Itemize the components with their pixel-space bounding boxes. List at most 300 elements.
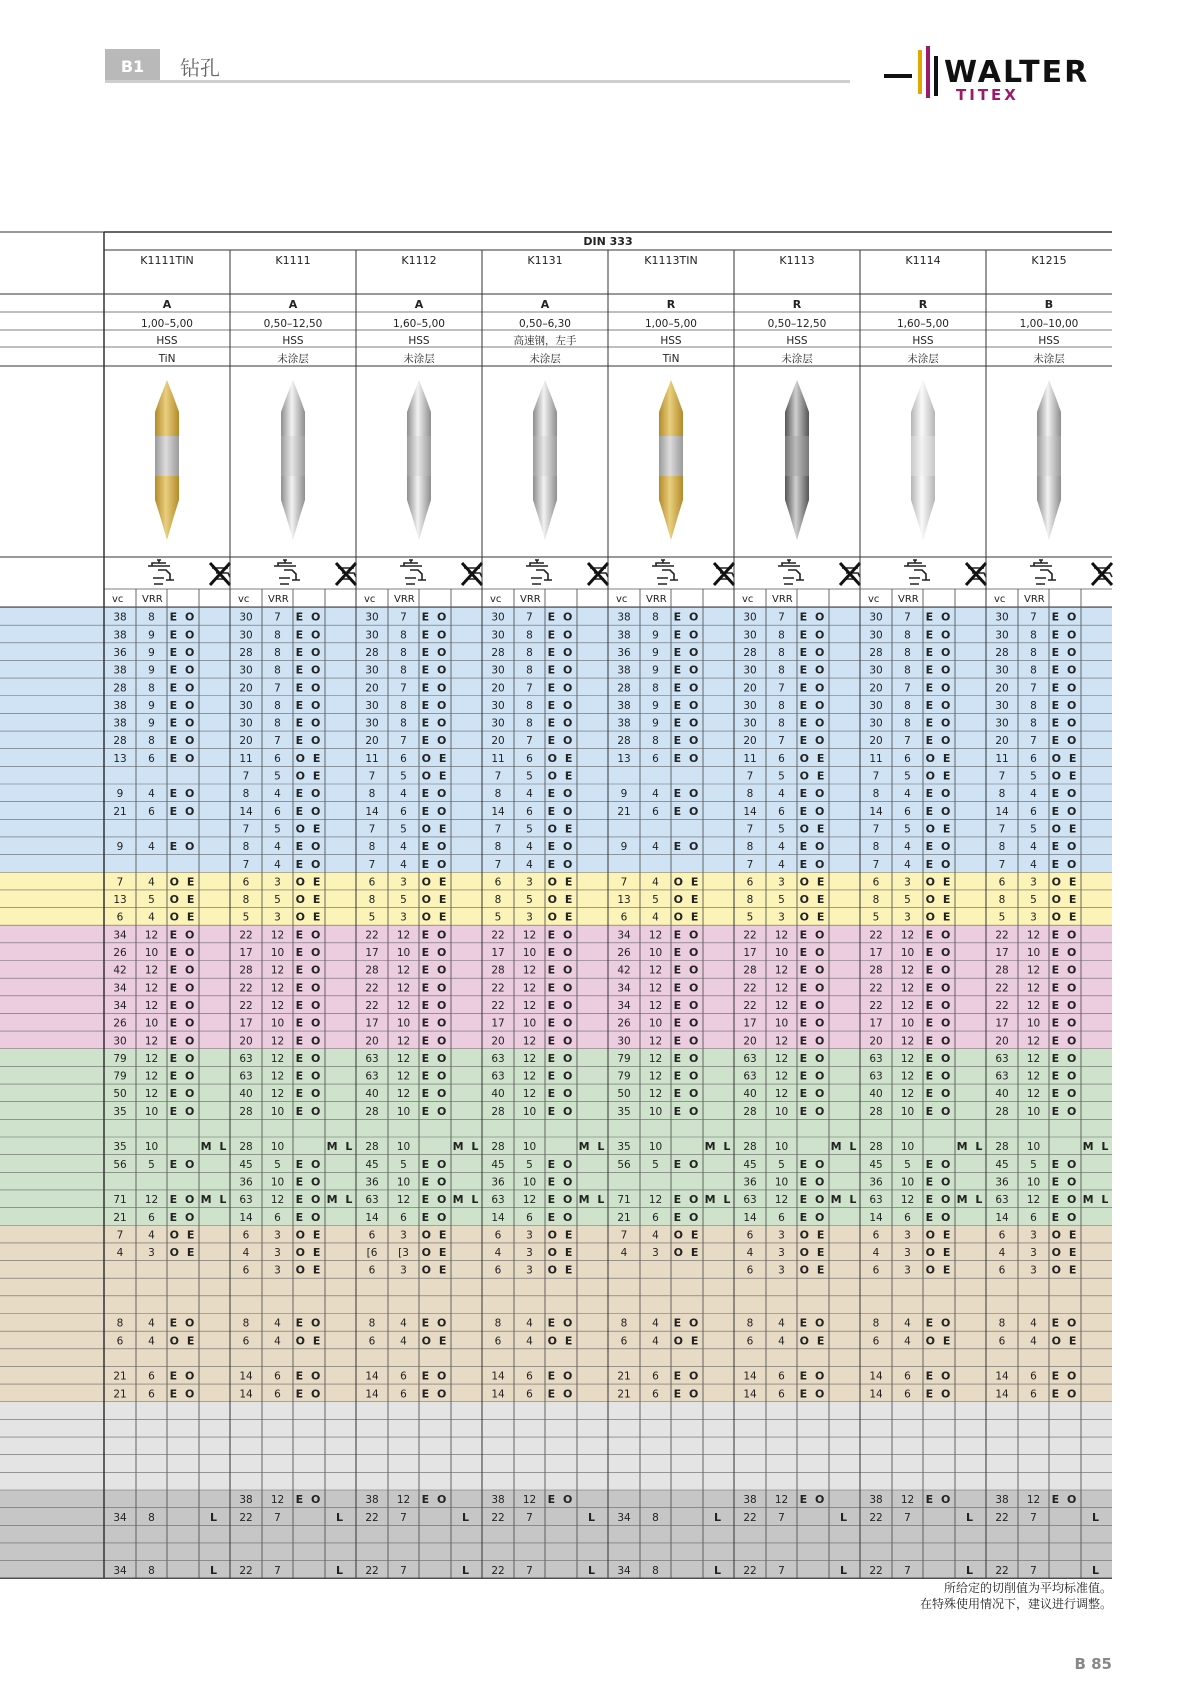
vrr-value: 10 [522,947,537,959]
vrr-value: 12 [522,982,537,995]
coolant-rating: E O [1051,1369,1079,1383]
vrr-value: 9 [652,629,659,642]
vc-value: 20 [239,682,253,695]
vrr-value: 3 [904,876,911,889]
coolant-rating: E O [547,946,575,959]
coolant-rating: E O [799,928,827,942]
coolant-rating: E O [925,804,953,818]
vrr-value: 3 [526,876,533,889]
coolant-rating: E O [169,628,197,642]
vc-value: 8 [242,788,250,801]
coolant-rating: E O [295,963,323,977]
vc-value: 17 [239,1017,253,1030]
vrr-value: 4 [400,788,407,801]
drill-body [659,436,683,476]
vrr-value: 6 [148,1370,155,1383]
vrr-value: 5 [904,770,911,783]
vrr-value: 8 [148,735,155,748]
coolant-rating: O E [799,1334,827,1348]
coolant-rating: E O [925,681,953,695]
tool-code: K1113 [779,254,815,267]
vrr-value: 5 [274,1158,281,1171]
coolant-rating: E O [1051,663,1079,677]
coolant-rating: E O [421,787,449,801]
coolant-rating: O E [421,910,449,924]
tool-form: B [1044,298,1054,311]
vc-value: 14 [995,1388,1009,1401]
vc-value: 7 [494,858,502,871]
coolant-rating: O E [925,769,953,783]
vc-value: 40 [491,1088,505,1101]
vc-value: 26 [113,947,127,959]
coolant-rating: O E [799,1246,827,1260]
vc-value: 9 [620,788,628,801]
vc-header: vc [868,594,880,605]
drill-tip-upper [155,380,179,436]
vc-value: 36 [869,1176,883,1189]
vc-value: 30 [239,611,253,624]
vc-value: 14 [239,1388,253,1401]
vc-value: 22 [365,1511,379,1524]
coolant-rating: O E [925,893,953,907]
vc-value: 28 [995,964,1009,977]
vrr-value: 8 [652,1564,659,1577]
vc-value: 8 [494,894,502,907]
logo-subwordmark: TITEX [956,86,1019,104]
coolant-rating: E O [799,1493,827,1507]
vrr-value: 10 [774,947,789,959]
vc-value: 28 [113,735,127,748]
vrr-value: 4 [526,1317,533,1330]
vrr-value: 10 [144,1141,159,1154]
vc-value: 79 [617,1070,631,1083]
dry-rating: M L [326,1140,355,1154]
vc-value: 22 [491,1564,505,1577]
vc-value: 14 [869,805,883,818]
drill-body [911,436,935,476]
vrr-value: 10 [774,1017,789,1030]
vc-value: 7 [242,858,250,871]
coolant-rating: E O [421,645,449,659]
vrr-value: 10 [900,1017,915,1030]
vrr-value: 10 [648,1017,663,1030]
vrr-value: 10 [270,1141,285,1154]
vc-value: 35 [113,1105,127,1118]
vrr-value: 7 [778,735,785,748]
vc-value: 28 [995,646,1009,659]
vrr-value: 3 [652,1247,659,1260]
tool-code: K1215 [1031,254,1067,267]
vrr-value: 10 [144,947,159,959]
coolant-rating: O E [799,875,827,889]
coolant-rating: E O [925,645,953,659]
vc-value: 6 [872,1335,880,1348]
coolant-rating: E O [295,716,323,730]
vc-value: 79 [113,1070,127,1083]
vrr-header: VRR [394,594,415,605]
vrr-value: 10 [1026,1141,1041,1154]
vrr-value: 4 [778,788,785,801]
vrr-value: 7 [904,1511,911,1524]
coolant-rating: O E [925,1228,953,1242]
vrr-value: 6 [400,1370,407,1383]
coolant-rating: E O [295,628,323,642]
coolant-rating: E O [799,628,827,642]
vrr-value: 12 [396,1088,411,1101]
coolant-rating: E O [925,1175,953,1189]
vc-value: 30 [491,717,505,730]
vc-value: 13 [113,894,127,907]
vrr-value: 6 [1030,1388,1037,1401]
dry-rating: L [1091,1510,1102,1524]
coolant-rating: E O [169,840,197,854]
vc-value: 6 [998,1335,1006,1348]
coolant-rating: E O [547,998,575,1012]
drill-tip-lower [1037,476,1061,540]
coolant-rating: E O [547,1016,575,1030]
vc-value: 63 [995,1070,1009,1083]
vc-value: 40 [869,1088,883,1101]
vrr-value: 8 [778,699,785,712]
coolant-rating: E O [295,1069,323,1083]
vrr-value: 3 [274,1247,281,1260]
vc-value: 4 [998,1247,1006,1260]
vrr-value: 3 [526,1247,533,1260]
vrr-value: 8 [1030,664,1037,677]
coolant-rating: E O [169,1051,197,1065]
coolant-rating: O E [169,1246,197,1260]
dry-rating: L [965,1563,976,1577]
no-coolant-icon [336,563,356,585]
vrr-value: 12 [648,1070,663,1083]
vc-value: 45 [365,1158,379,1171]
vrr-value: 9 [652,699,659,712]
vc-value: 8 [998,788,1006,801]
coolant-rating: E O [799,1034,827,1048]
vrr-value: 6 [778,805,785,818]
tool-coating: TiN [662,353,680,365]
vrr-value: 6 [778,1370,785,1383]
vc-value: 34 [617,1564,631,1577]
vrr-value: 6 [904,1370,911,1383]
vrr-value: 3 [904,1247,911,1260]
coolant-rating: E O [925,698,953,712]
vrr-value: 8 [526,717,533,730]
vc-value: 14 [239,805,253,818]
coolant-rating: E O [925,734,953,748]
vc-value: 22 [869,1511,883,1524]
coolant-rating: E O [673,1034,701,1048]
vrr-value: 12 [522,1035,537,1048]
coolant-rating: E O [673,751,701,765]
vc-value: 35 [113,1141,127,1154]
vrr-value: 9 [148,664,155,677]
vc-value: 28 [617,682,631,695]
vc-value: 63 [869,1052,883,1065]
vrr-value: 10 [270,1017,285,1030]
dry-rating: M L [704,1193,733,1207]
vc-value: 30 [239,664,253,677]
vrr-value: 10 [1026,947,1041,959]
vc-value: 63 [743,1052,757,1065]
coolant-rating: E O [547,1034,575,1048]
coolant-rating: E O [295,1210,323,1224]
coolant-rating: E O [421,857,449,871]
vc-value: 30 [239,699,253,712]
vc-value: 20 [743,682,757,695]
vrr-value: 12 [522,929,537,942]
vc-value: 14 [995,805,1009,818]
vrr-value: 10 [270,1176,285,1189]
tool-range: 1,00–5,00 [140,318,194,330]
vc-value: 30 [869,664,883,677]
vrr-value: 6 [148,752,155,765]
vc-value: 6 [998,876,1006,889]
coolant-rating: E O [295,734,323,748]
coolant-rating: E O [547,1069,575,1083]
vrr-value: 4 [652,876,659,889]
coolant-rating: E O [547,628,575,642]
vc-value: 11 [869,752,883,765]
vc-value: 7 [116,1229,124,1242]
tool-material: HSS [408,335,430,347]
coolant-rating: E O [169,698,197,712]
coolant-rating: E O [799,840,827,854]
vrr-value: 6 [526,1211,533,1224]
coolant-rating: E O [1051,804,1079,818]
dry-rating: M L [452,1140,481,1154]
vrr-value: 8 [526,646,533,659]
vc-value: 6 [746,1335,754,1348]
coolant-rating: E O [673,1087,701,1101]
coolant-rating: E O [799,1387,827,1401]
vrr-value: 12 [144,982,159,995]
coolant-rating: O E [295,1334,323,1348]
vrr-value: 8 [904,664,911,677]
vrr-value: 10 [900,947,915,959]
coolant-rating: E O [1051,698,1079,712]
vc-value: 9 [620,841,628,854]
dry-rating: M L [830,1193,859,1207]
vc-value: 50 [113,1088,127,1101]
vrr-value: 12 [774,964,789,977]
vc-value: 17 [995,1017,1009,1030]
coolant-rating: E O [547,1369,575,1383]
vc-value: 14 [491,1388,505,1401]
vrr-value: 8 [400,699,407,712]
vc-value: 8 [620,1317,628,1330]
vc-value: 14 [869,1211,883,1224]
vc-value: 6 [746,1229,754,1242]
coolant-rating: E O [295,857,323,871]
vc-value: 22 [995,982,1009,995]
vrr-value: 6 [652,1211,659,1224]
vc-value: 38 [491,1494,505,1507]
coolant-rating: E O [169,1016,197,1030]
vrr-value: 4 [778,841,785,854]
coolant-rating: E O [1051,1034,1079,1048]
vc-value: 30 [995,629,1009,642]
tool-material: HSS [912,335,934,347]
coolant-rating: O E [295,1246,323,1260]
coolant-rating: O E [673,1246,701,1260]
coolant-rating: E O [169,716,197,730]
vrr-value: 4 [652,1229,659,1242]
coolant-rating: O E [421,875,449,889]
vrr-value: 5 [904,894,911,907]
coolant-rating: O E [1051,875,1079,889]
coolant-rating: O E [799,769,827,783]
vrr-value: 10 [900,1141,915,1154]
dry-rating: L [209,1510,220,1524]
vc-value: 8 [998,1317,1006,1330]
coolant-rating: E O [295,1087,323,1101]
vrr-value: 3 [526,1229,533,1242]
vc-value: 28 [743,1141,757,1154]
vrr-value: 4 [652,1335,659,1348]
vrr-value: 7 [904,1564,911,1577]
vc-value: 22 [365,929,379,942]
vc-value: 28 [239,1105,253,1118]
vc-value: 5 [998,911,1006,924]
page-number: B 85 [1074,1655,1112,1673]
vrr-value: 10 [648,1105,663,1118]
tool-code: K1113TIN [644,254,698,267]
vrr-value: 7 [904,611,911,624]
coolant-rating: E O [169,928,197,942]
vrr-value: 12 [144,964,159,977]
vc-value: 8 [998,841,1006,854]
vc-value: 14 [365,1388,379,1401]
vc-value: 6 [494,1229,502,1242]
vrr-value: 12 [900,982,915,995]
vc-value: 21 [113,1388,127,1401]
tool-coating: 未涂层 [907,353,939,365]
vc-value: 42 [617,964,631,977]
vc-value: 30 [743,629,757,642]
vc-value: 20 [491,682,505,695]
coolant-rating: E O [547,787,575,801]
vc-value: 6 [494,1264,502,1277]
coolant-rating: E O [1051,840,1079,854]
vrr-value: 7 [778,1511,785,1524]
vrr-header: VRR [142,594,163,605]
vc-value: 30 [743,611,757,624]
coolant-rating: E O [295,1016,323,1030]
vrr-value: 12 [648,1194,663,1207]
coolant-rating: E O [421,1210,449,1224]
vrr-value: 6 [274,805,281,818]
coolant-rating: E O [1051,734,1079,748]
vc-value: 22 [239,1564,253,1577]
coolant-rating: O E [547,1263,575,1277]
no-coolant-icon [462,563,482,585]
coolant-rating: E O [673,1316,701,1330]
vc-value: 8 [494,788,502,801]
coolant-rating: E O [925,628,953,642]
coolant-rating: O E [1051,1334,1079,1348]
drill-tip-lower [533,476,557,540]
vc-value: 63 [365,1070,379,1083]
vrr-value: 10 [396,1017,411,1030]
vc-value: 36 [995,1176,1009,1189]
vrr-value: 9 [652,664,659,677]
coolant-rating: O E [169,1334,197,1348]
vc-value: 63 [239,1052,253,1065]
vc-value: 20 [365,735,379,748]
drill-body [1037,436,1061,476]
vc-value: 6 [620,911,628,924]
coolant-rating: E O [799,698,827,712]
vrr-value: 8 [400,646,407,659]
vc-value: 30 [869,699,883,712]
no-coolant-icon [1092,563,1112,585]
drill-tip-lower [407,476,431,540]
coolant-rating: E O [169,1193,197,1207]
vc-value: 8 [494,1317,502,1330]
coolant-rating: E O [925,840,953,854]
dry-rating: M L [452,1193,481,1207]
vrr-value: 12 [1026,964,1041,977]
vc-value: 7 [494,823,502,836]
vrr-value: 12 [1026,1052,1041,1065]
tool-form: A [288,298,298,311]
vrr-value: 12 [396,964,411,977]
vrr-value: 4 [778,1335,785,1348]
vc-value: 21 [617,1370,631,1383]
tool-coating: 未涂层 [403,353,435,365]
coolant-rating: E O [169,1157,197,1171]
vrr-value: 4 [1030,858,1037,871]
coolant-rating: E O [169,1369,197,1383]
coolant-icon [1030,560,1056,584]
vc-value: 8 [872,841,880,854]
vc-value: 6 [116,1335,124,1348]
coolant-rating: E O [925,1087,953,1101]
vrr-value: 4 [526,1335,533,1348]
vrr-value: 5 [904,823,911,836]
coolant-rating: E O [169,1034,197,1048]
vc-value: 36 [491,1176,505,1189]
coolant-rating: E O [547,1104,575,1118]
vc-value: 22 [743,1564,757,1577]
drill-tip-lower [281,476,305,540]
vc-value: 17 [365,1017,379,1030]
coolant-rating: E O [169,1104,197,1118]
vrr-value: 10 [648,1141,663,1154]
vrr-header: VRR [772,594,793,605]
vrr-value: 7 [274,611,281,624]
coolant-rating: E O [799,981,827,995]
vc-value: 45 [239,1158,253,1171]
coolant-rating: E O [547,857,575,871]
vc-value: 45 [491,1158,505,1171]
vc-value: 30 [365,629,379,642]
vrr-value: 8 [400,717,407,730]
vrr-value: 12 [1026,929,1041,942]
tool-coating: 未涂层 [529,353,561,365]
vc-value: 7 [872,823,880,836]
coolant-rating: O E [169,1228,197,1242]
coolant-rating: E O [295,1493,323,1507]
vc-value: 30 [491,611,505,624]
vrr-header: VRR [268,594,289,605]
vrr-value: 5 [400,1158,407,1171]
vrr-value: 5 [526,894,533,907]
coolant-rating: O E [295,751,323,765]
vc-value: 30 [995,664,1009,677]
vrr-value: 3 [778,876,785,889]
